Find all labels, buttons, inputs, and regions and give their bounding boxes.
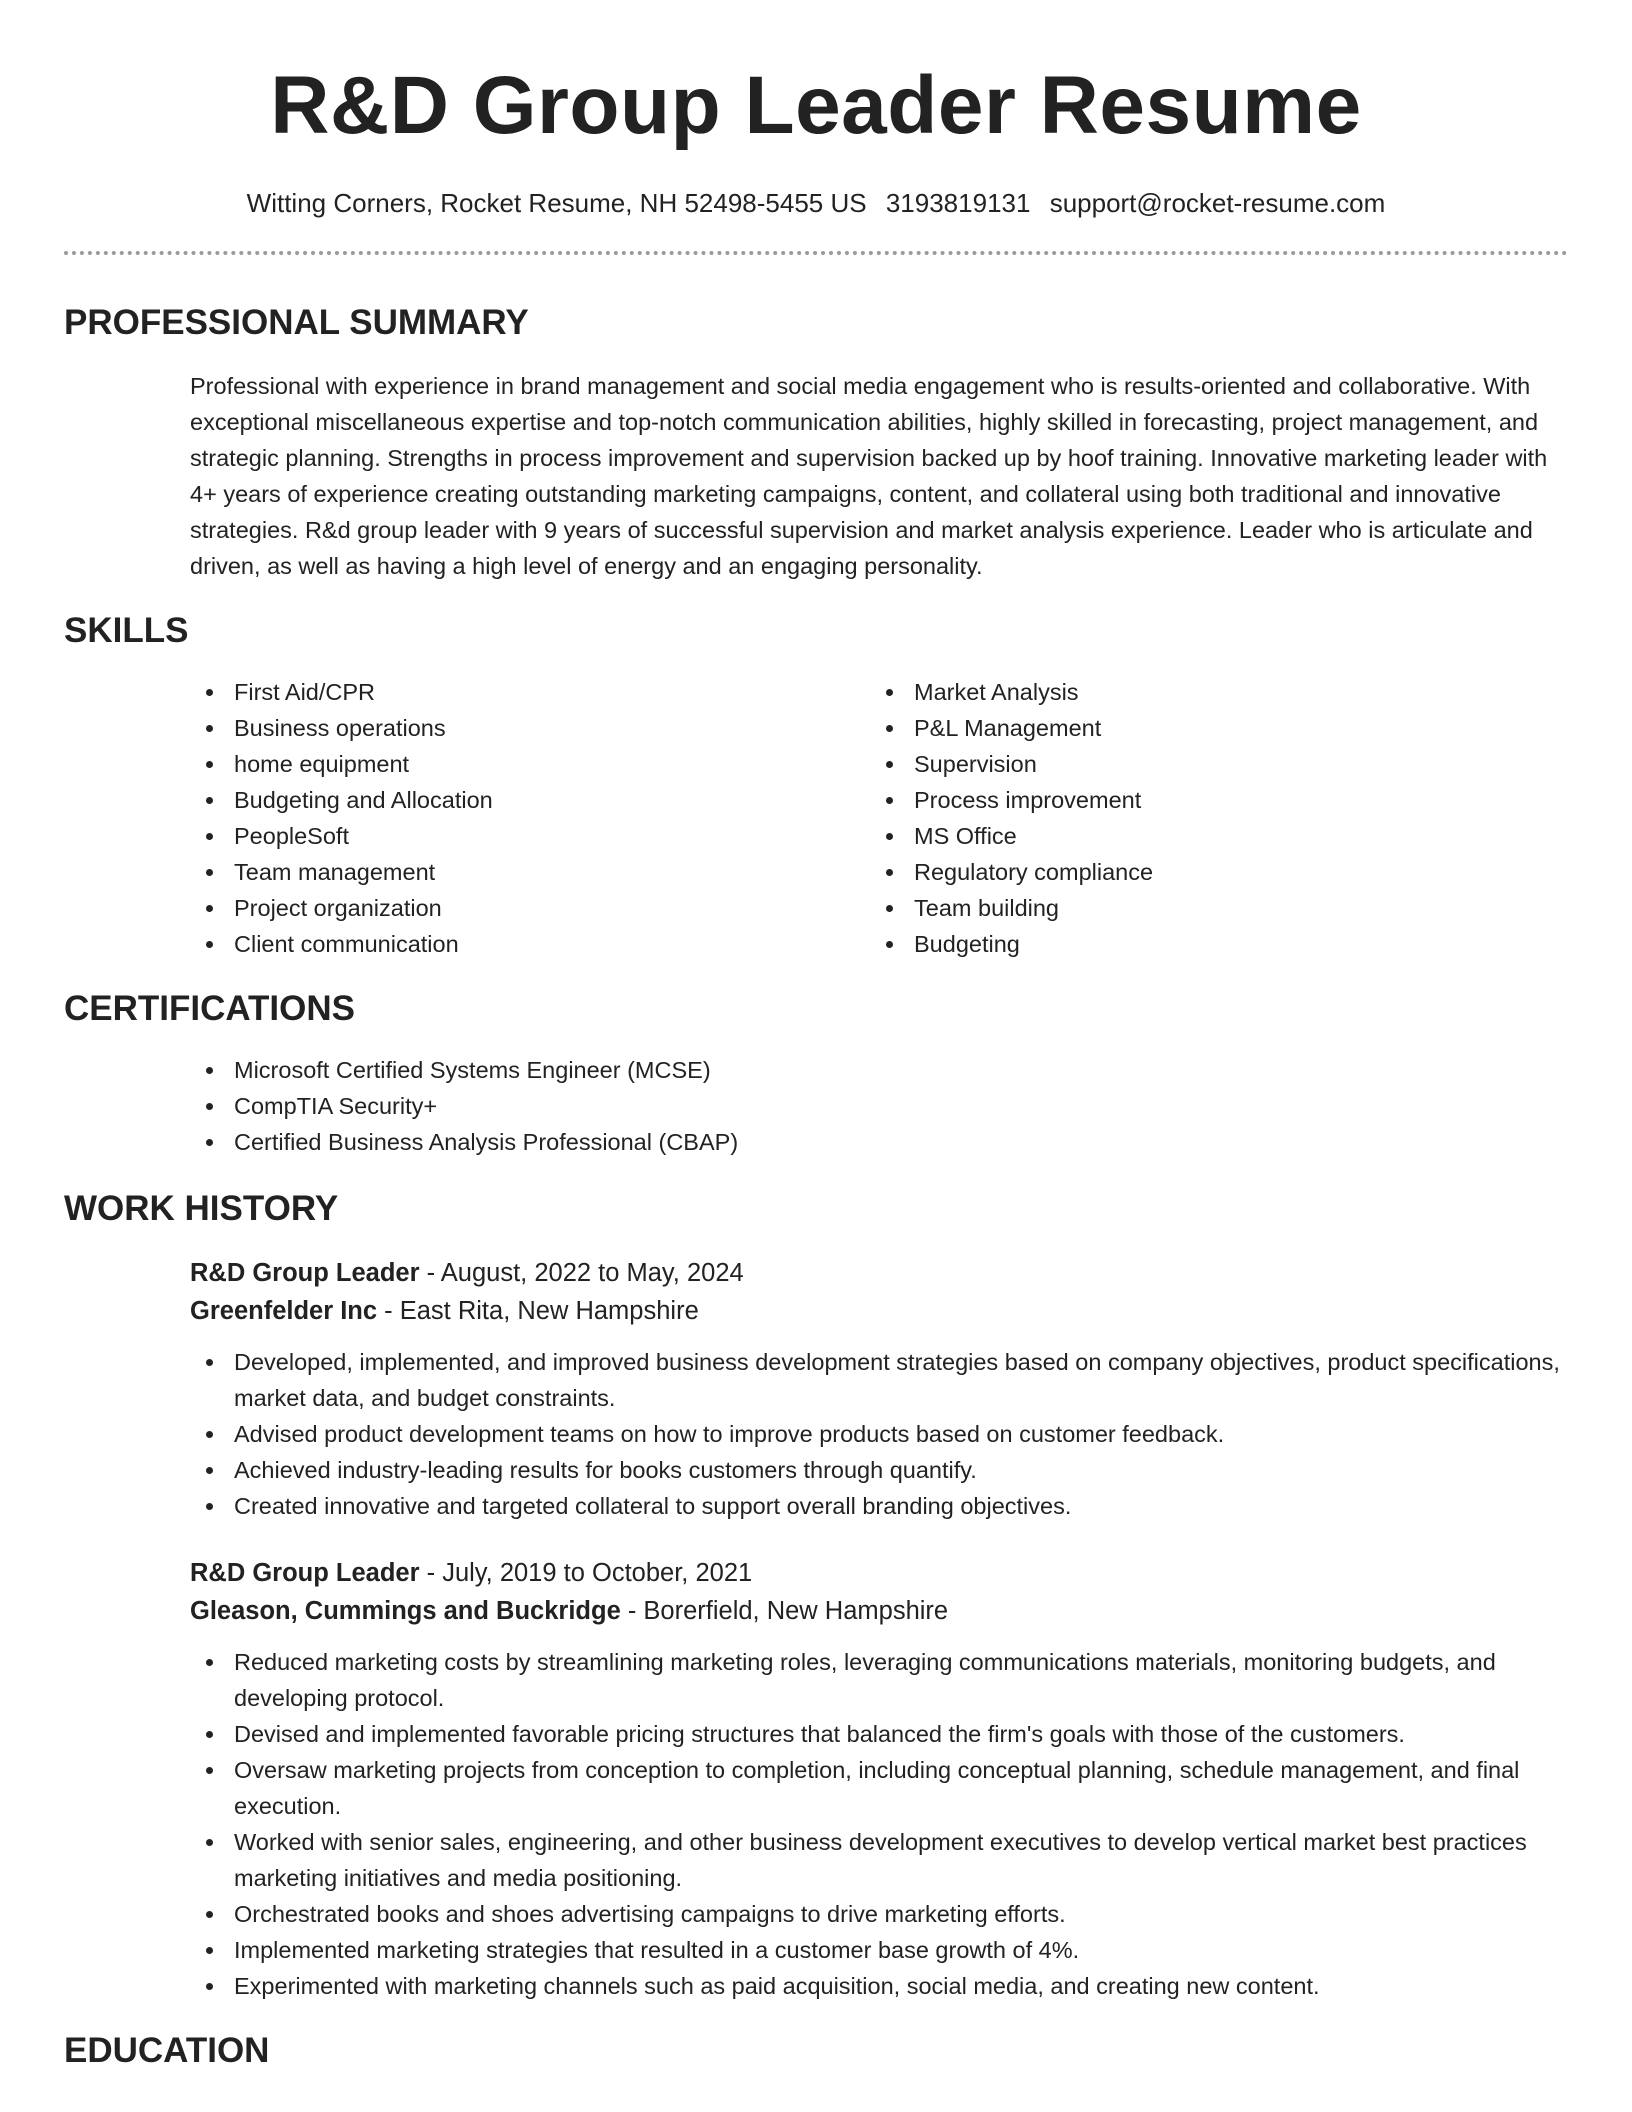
job-bullet: Achieved industry-leading results for books customers through quantify. xyxy=(190,1452,1568,1488)
job-role-line xyxy=(190,1254,1568,1292)
skill-item: Regulatory compliance xyxy=(870,854,1470,890)
skill-item: Market Analysis xyxy=(870,674,1470,710)
job-bullet: Orchestrated books and shoes advertising campaigns to drive marketing efforts. xyxy=(190,1896,1568,1932)
skill-item: First Aid/CPR xyxy=(190,674,870,710)
skill-item: P&L Management xyxy=(870,710,1470,746)
job-bullet: Reduced marketing costs by streamlining marketing roles, leveraging communications materials, monitoring budgets, and developing protocol. xyxy=(190,1644,1568,1716)
skill-item: Supervision xyxy=(870,746,1470,782)
job-bullet: Oversaw marketing projects from conception to completion, including conceptual planning, schedule management, and final execution. xyxy=(190,1752,1568,1824)
job-location: - Borerfield, New Hampshire xyxy=(620,1597,949,1625)
certification-item: Microsoft Certified Systems Engineer (MCSE) xyxy=(190,1052,1568,1088)
job-company: Greenfelder Inc xyxy=(190,1297,378,1325)
summary-paragraph: Professional with experience in brand management and social media engagement who is results-oriented and collaborative. With exceptional miscellaneous expertise and top-notch communication abilities, highly skilled in forecasting, project management, and strategic planning. Strengths in process improvement and supervision backed up by hoof training. Innovative marketing leader with 4+ years of experience creating outstanding marketing campaigns, content, and collateral using both traditional and innovative strategies. R&d group leader with 9 years of successful supervision and market analysis experience. Leader who is articulate and driven, as well as having a high level of energy and an engaging personality. xyxy=(190,373,1548,579)
skill-item: MS Office xyxy=(870,818,1470,854)
skill-item: Budgeting xyxy=(870,926,1470,962)
section-title-skills: SKILLS xyxy=(64,611,189,650)
section-title-education: EDUCATION xyxy=(64,2031,270,2070)
skill-item: PeopleSoft xyxy=(190,818,870,854)
job-bullet: Implemented marketing strategies that resulted in a customer base growth of 4%. xyxy=(190,1932,1568,1968)
job-bullet: Experimented with marketing channels such as paid acquisition, social media, and creating new content. xyxy=(190,1968,1568,2004)
certification-item: CompTIA Security+ xyxy=(190,1088,1568,1124)
job-entry xyxy=(190,1554,1568,2004)
resume-title: R&D Group Leader Resume xyxy=(270,60,1362,151)
skill-item: Team building xyxy=(870,890,1470,926)
job-role-line xyxy=(190,1554,1568,1592)
header-divider xyxy=(64,251,1568,255)
section-title-summary: PROFESSIONAL SUMMARY xyxy=(64,303,529,342)
job-bullet: Worked with senior sales, engineering, and other business development executives to develop vertical market best practices marketing initiatives and media positioning. xyxy=(190,1824,1568,1896)
job-location: - East Rita, New Hampshire xyxy=(377,1297,699,1325)
skill-item: Team management xyxy=(190,854,870,890)
skill-item: Process improvement xyxy=(870,782,1470,818)
job-bullet: Created innovative and targeted collateral to support overall branding objectives. xyxy=(190,1488,1568,1524)
contact-line xyxy=(64,186,1568,220)
job-bullet: Developed, implemented, and improved business development strategies based on company objectives, product specifications, market data, and budget constraints. xyxy=(190,1344,1568,1416)
skill-item: Budgeting and Allocation xyxy=(190,782,870,818)
skill-item: Client communication xyxy=(190,926,870,962)
skills-grid xyxy=(64,674,1568,962)
job-company-line xyxy=(190,1292,1568,1330)
job-company: Gleason, Cummings and Buckridge xyxy=(190,1597,621,1625)
job-company-line xyxy=(190,1592,1568,1630)
skills-list-left xyxy=(190,674,870,962)
section-title-work-history: WORK HISTORY xyxy=(64,1189,339,1228)
skill-item: Business operations xyxy=(190,710,870,746)
certifications-list xyxy=(190,1052,1568,1160)
skill-item: Project organization xyxy=(190,890,870,926)
skills-list-right xyxy=(870,674,1470,962)
contact-email: support@rocket-resume.com xyxy=(1049,188,1386,218)
certification-item: Certified Business Analysis Professional (CBAP) xyxy=(190,1124,1568,1160)
contact-address: Witting Corners, Rocket Resume, NH 52498-5455 US xyxy=(246,188,867,218)
job-bullet-list xyxy=(190,1344,1568,1524)
job-dates: - July, 2019 to October, 2021 xyxy=(419,1559,753,1587)
job-entry xyxy=(190,1254,1568,1524)
job-role: R&D Group Leader xyxy=(190,1559,420,1587)
job-dates: - August, 2022 to May, 2024 xyxy=(419,1259,744,1287)
job-bullet-list xyxy=(190,1644,1568,2004)
skill-item: home equipment xyxy=(190,746,870,782)
job-role: R&D Group Leader xyxy=(190,1259,420,1287)
contact-phone: 3193819131 xyxy=(885,188,1031,218)
section-title-certifications: CERTIFICATIONS xyxy=(64,989,356,1028)
job-bullet: Devised and implemented favorable pricing structures that balanced the firm's goals with those of the customers. xyxy=(190,1716,1568,1752)
job-bullet: Advised product development teams on how to improve products based on customer feedback. xyxy=(190,1416,1568,1452)
